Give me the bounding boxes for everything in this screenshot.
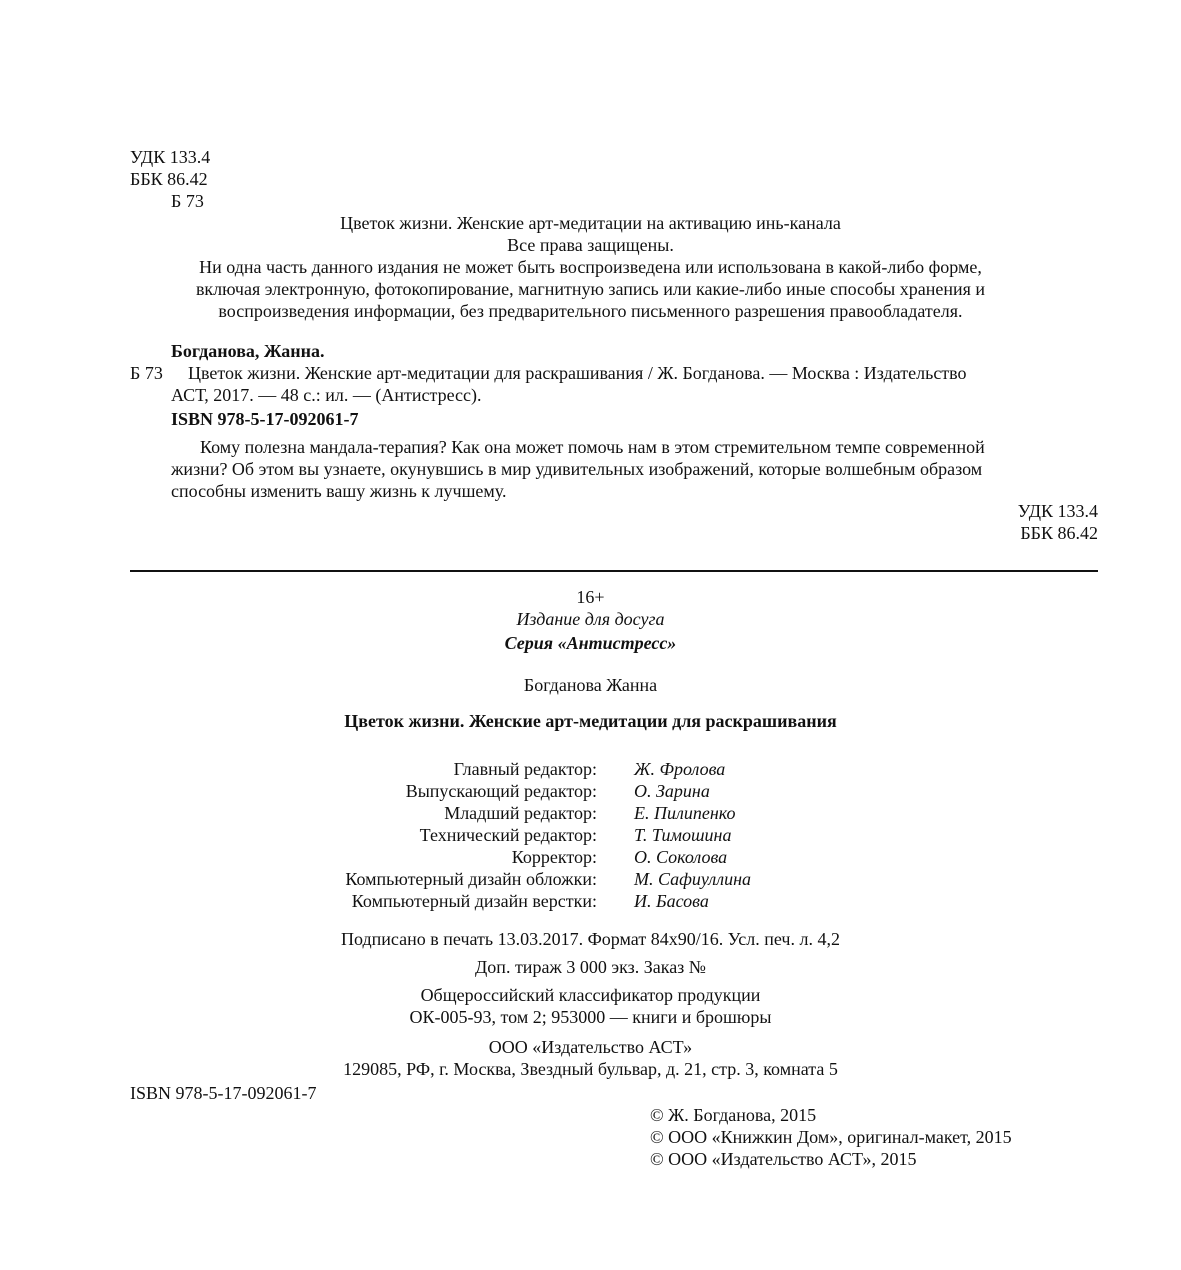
credit-name: Е. Пилипенко (634, 803, 736, 823)
publisher-address: 129085, РФ, г. Москва, Звездный бульвар, д. 21, стр. 3, комната 5 (343, 1059, 838, 1079)
catalog-author-heading: Богданова, Жанна. (171, 341, 325, 361)
catalog-udk: УДК 133.4 (1017, 501, 1098, 521)
catalog-mark: Б 73 (130, 363, 163, 383)
rights-line: включая электронную, фотокопирование, магнитную запись или какие-либо иные способы хранения и (195, 279, 986, 299)
classifier-line: Общероссийский классификатор продукции (420, 985, 761, 1005)
credit-role: Главный редактор: (453, 759, 597, 779)
credit-name: М. Сафиуллина (634, 869, 752, 889)
rights-line: воспроизведения информации, без предварительного письменного разрешения правообладателя. (218, 301, 963, 321)
credit-role: Компьютерный дизайн обложки: (345, 869, 597, 889)
rights-book-title: Цветок жизни. Женские арт-медитации на активацию инь-канала (340, 213, 841, 233)
rights-line: Ни одна часть данного издания не может быть воспроизведена или использована в какой-либо форме, (199, 257, 982, 277)
credit-name: О. Зарина (634, 781, 710, 801)
catalog-entry-line: АСТ, 2017. — 48 с.: ил. — (Антистресс). (171, 385, 482, 405)
credit-name: И. Басова (634, 891, 709, 911)
bbk-code-top: ББК 86.42 (130, 169, 208, 189)
imprint-isbn: ISBN 978-5-17-092061-7 (130, 1083, 317, 1103)
edition-type: Издание для досуга (516, 609, 665, 629)
series-name: Серия «Антистресс» (504, 633, 677, 653)
divider-rule (130, 570, 1098, 572)
credit-row (0, 868, 1181, 890)
annotation-line: Кому полезна мандала-терапия? Как она может помочь нам в этом стремительном темпе современной (200, 437, 985, 457)
credit-role: Выпускающий редактор: (405, 781, 597, 801)
credit-row (0, 824, 1181, 846)
catalog-entry-line: Цветок жизни. Женские арт-медитации для раскрашивания / Ж. Богданова. — Москва : Издательство (188, 363, 967, 383)
publisher-name: ООО «Издательство АСТ» (488, 1037, 693, 1057)
annotation-line: способны изменить вашу жизнь к лучшему. (171, 481, 507, 501)
classifier-line: ОК-005-93, том 2; 953000 — книги и брошюры (409, 1007, 772, 1027)
credit-row (0, 780, 1181, 802)
copyright-line: © ООО «Книжкин Дом», оригинал-макет, 2015 (650, 1127, 1012, 1147)
credit-row (0, 890, 1181, 912)
imprint-title: Цветок жизни. Женские арт-медитации для раскрашивания (344, 711, 837, 731)
credit-role: Корректор: (511, 847, 597, 867)
annotation-line: жизни? Об этом вы узнаете, окунувшись в мир удивительных изображений, которые волшебным образом (171, 459, 983, 479)
credit-role: Младший редактор: (444, 803, 597, 823)
credit-name: О. Соколова (634, 847, 728, 867)
credit-row (0, 802, 1181, 824)
imprint-author: Богданова Жанна (523, 675, 658, 695)
catalog-bbk: ББК 86.42 (1020, 523, 1098, 543)
author-mark-top: Б 73 (171, 191, 204, 211)
credit-row (0, 758, 1181, 780)
print-run: Доп. тираж 3 000 экз. Заказ № (475, 957, 706, 977)
credit-name: Т. Тимошина (634, 825, 732, 845)
copyright-line: © Ж. Богданова, 2015 (650, 1105, 817, 1125)
age-rating: 16+ (576, 587, 605, 607)
credit-role: Технический редактор: (419, 825, 597, 845)
all-rights-reserved: Все права защищены. (507, 235, 674, 255)
udk-code-top: УДК 133.4 (130, 147, 211, 167)
print-signed: Подписано в печать 13.03.2017. Формат 84x90/16. Усл. печ. л. 4,2 (341, 929, 840, 949)
copyright-line: © ООО «Издательство АСТ», 2015 (650, 1149, 917, 1169)
catalog-isbn: ISBN 978-5-17-092061-7 (171, 409, 359, 429)
credit-name: Ж. Фролова (634, 759, 726, 779)
credit-row (0, 846, 1181, 868)
credit-role: Компьютерный дизайн верстки: (351, 891, 597, 911)
